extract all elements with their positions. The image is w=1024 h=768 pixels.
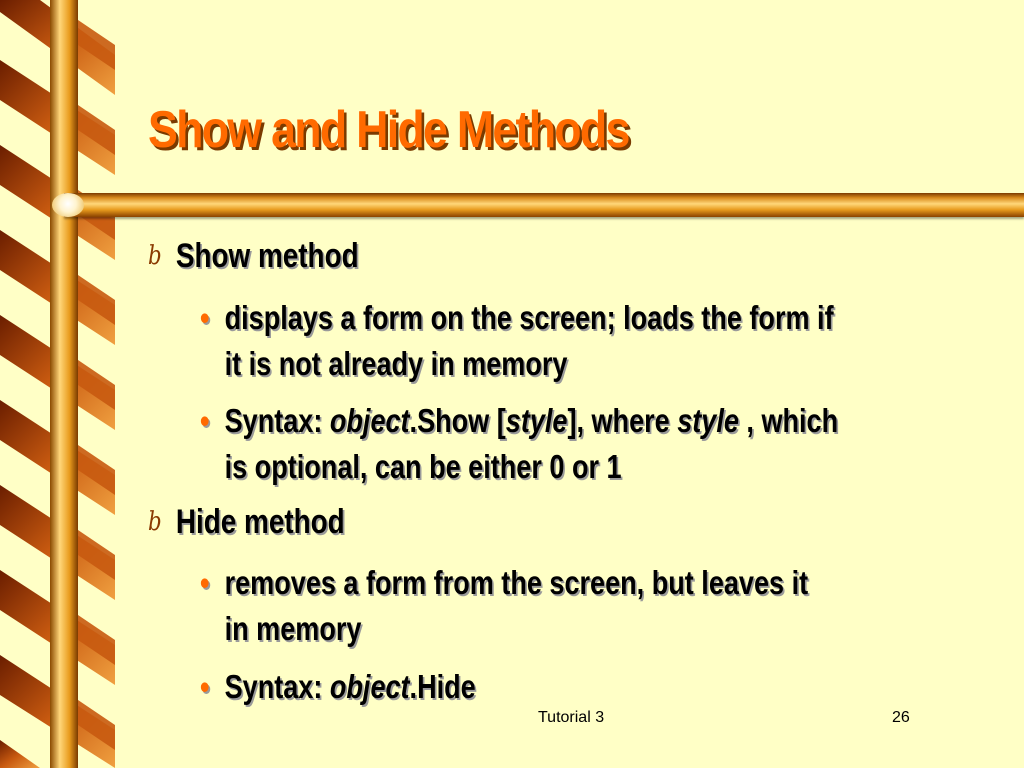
bullet-label: Hide method xyxy=(175,503,345,541)
sub-bullet-show-description: • displays a form on the screen; loads the form if it is not already in memory xyxy=(200,295,834,387)
bullet-hide-method xyxy=(148,503,345,542)
sub-bullet-hide-description: • removes a form from the screen, but leaves it in memory xyxy=(200,560,808,652)
bullet-dot-icon: • xyxy=(200,564,210,601)
bullet-dot-icon: • xyxy=(200,402,210,439)
footer-label: Tutorial 3 xyxy=(538,709,605,726)
bullet-label: Show method xyxy=(175,237,359,275)
divider-knob xyxy=(52,193,84,217)
slide-title: Show and Hide Methods xyxy=(148,101,629,159)
script-b-bullet-icon: b xyxy=(148,241,162,271)
script-b-bullet-icon: b xyxy=(148,507,162,537)
title-divider-bar xyxy=(64,193,1024,217)
bullet-dot-icon: • xyxy=(200,668,210,705)
page-number: 26 xyxy=(892,709,910,726)
bullet-dot-icon: • xyxy=(200,299,210,336)
sub-bullet-show-syntax: • Syntax: object.Show [style], where style , which is optional, can be either 0 or 1 xyxy=(200,398,838,490)
decorative-ribbon xyxy=(0,0,115,768)
sub-bullet-hide-syntax: • Syntax: object.Hide xyxy=(200,664,476,710)
bullet-show-method xyxy=(148,237,359,276)
